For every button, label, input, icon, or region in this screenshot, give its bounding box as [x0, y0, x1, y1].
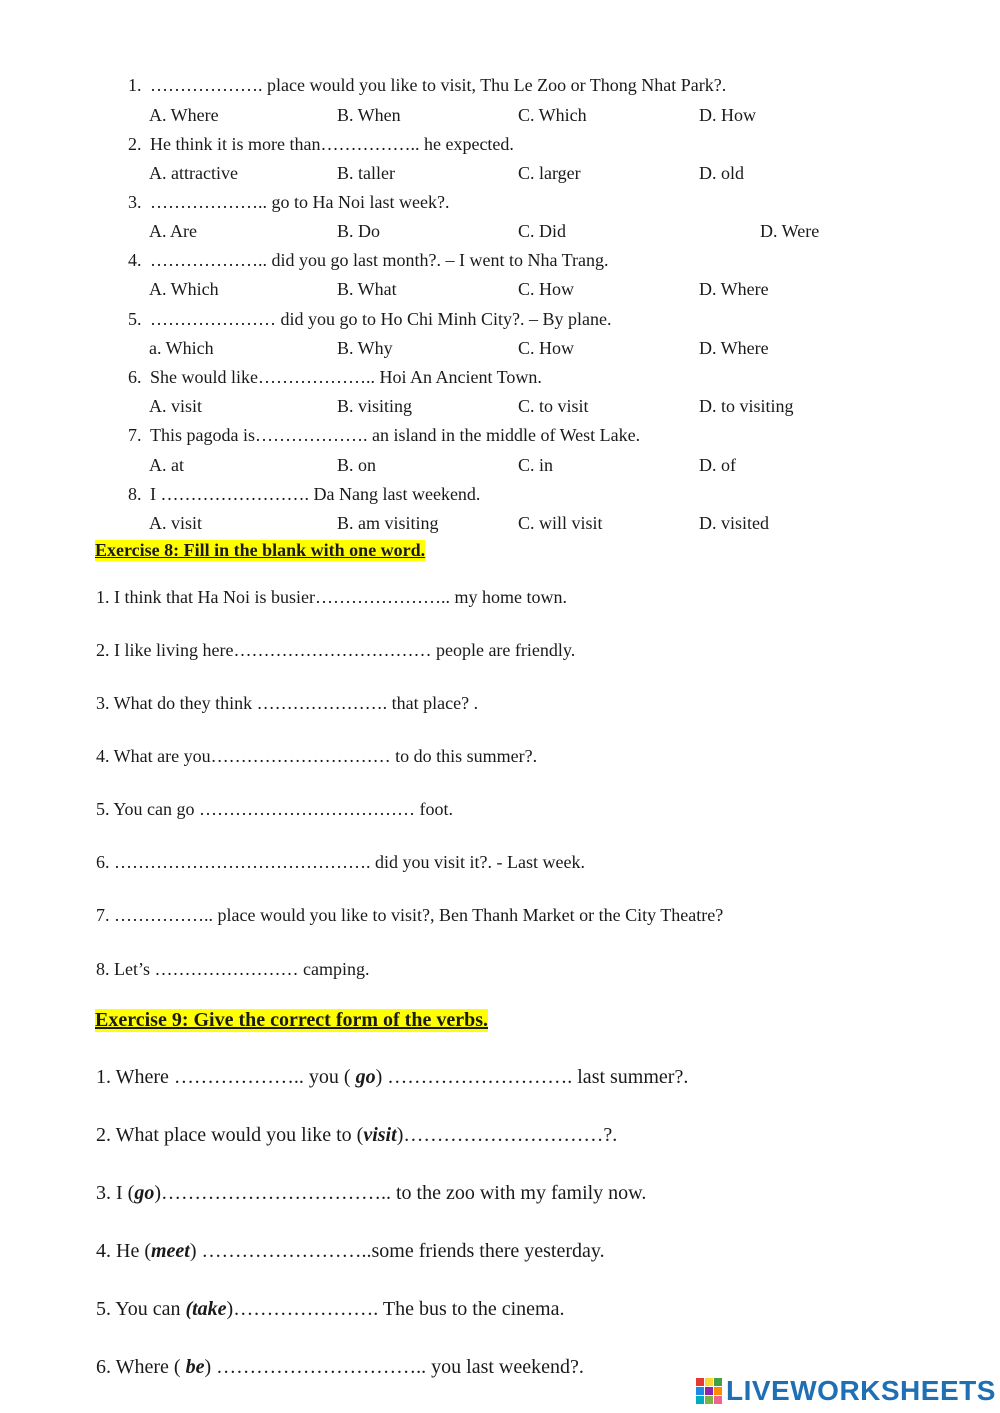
mc-option[interactable]: B. visiting [337, 396, 413, 416]
exercise-9-item [96, 1240, 605, 1263]
mc-option[interactable]: A. attractive [149, 163, 238, 183]
item-text-before: 1. Where ……………….. you ( [96, 1066, 356, 1088]
mc-option[interactable]: D. of [699, 455, 736, 475]
logo-cell [714, 1387, 722, 1395]
item-text-before: 3. I ( [96, 1182, 135, 1204]
item-text-after: ) ………………………. last summer?. [375, 1066, 689, 1088]
exercise-8-item: 1. I think that Ha Noi is busier………………….. my home town. [96, 587, 567, 607]
exercise-8-item: 4. What are you………………………… to do this summer?. [96, 746, 538, 766]
item-text-after: )…………………………….. to the zoo with my family now. [154, 1182, 647, 1204]
mc-option[interactable]: D. to visiting [699, 396, 794, 416]
item-text-before: 6. Where ( [96, 1356, 186, 1378]
mc-option[interactable]: D. How [699, 105, 756, 125]
mc-option[interactable]: A. visit [149, 396, 203, 416]
mc-option[interactable]: B. What [337, 279, 397, 299]
mc-question-number: 1. [128, 75, 142, 95]
logo-cell [696, 1396, 704, 1404]
logo-text: LIVEWORKSHEETS [726, 1375, 996, 1406]
logo-cell [714, 1378, 722, 1386]
verb-hint: visit [363, 1124, 397, 1146]
mc-question-number: 5. [128, 309, 142, 329]
logo-cell [714, 1396, 722, 1404]
mc-option[interactable]: D. Were [760, 221, 820, 241]
mc-question-text: He think it is more than…………….. he expected. [150, 134, 514, 154]
mc-option[interactable]: C. Which [518, 105, 587, 125]
mc-option[interactable]: B. taller [337, 163, 395, 183]
mc-question-text: ……………….. go to Ha Noi last week?. [150, 192, 450, 212]
logo-cell [696, 1378, 704, 1386]
item-text-before: 5. You can [96, 1298, 186, 1320]
item-text-after: ) ……………………..some friends there yesterday. [189, 1240, 605, 1262]
logo-cell [705, 1378, 713, 1386]
mc-question-text: ………………. place would you like to visit, Thu Le Zoo or Thong Nhat Park?. [150, 75, 727, 95]
item-text-after: )…………………. The bus to the cinema. [226, 1298, 565, 1320]
mc-question-text: She would like……………….. Hoi An Ancient Town. [150, 367, 542, 387]
exercise-9-item [96, 1182, 646, 1205]
mc-option[interactable]: D. Where [699, 338, 769, 358]
mc-option[interactable]: A. visit [149, 513, 203, 533]
verb-hint: be [185, 1356, 205, 1378]
verb-hint: go [355, 1066, 376, 1088]
mc-option[interactable]: B. Why [337, 338, 393, 358]
exercise-8-heading: Exercise 8: Fill in the blank with one word. [95, 540, 426, 560]
mc-option[interactable]: B. When [337, 105, 401, 125]
mc-question-number: 7. [128, 425, 142, 445]
exercise-9-item [96, 1356, 584, 1379]
item-text-after: ) ………………………….. you last weekend?. [204, 1356, 584, 1378]
verb-hint: meet [150, 1240, 190, 1262]
mc-question-number: 4. [128, 250, 142, 270]
exercise-8-item: 8. Let’s …………………… camping. [96, 959, 370, 979]
mc-option[interactable]: C. will visit [518, 513, 603, 533]
mc-question-text: This pagoda is………………. an island in the middle of West Lake. [150, 425, 641, 445]
mc-option[interactable]: B. Do [337, 221, 381, 241]
mc-question-number: 3. [128, 192, 142, 212]
logo-cell [705, 1387, 713, 1395]
exercise-9-heading: Exercise 9: Give the correct form of the verbs. [95, 1009, 488, 1031]
mc-option[interactable]: C. How [518, 279, 575, 299]
mc-question-number: 2. [128, 134, 142, 154]
mc-option[interactable]: A. Which [149, 279, 219, 299]
mc-option[interactable]: B. am visiting [337, 513, 439, 533]
logo-cell [705, 1396, 713, 1404]
exercise-9-item [96, 1298, 564, 1321]
mc-option[interactable]: A. Are [149, 221, 197, 241]
logo-cell [696, 1387, 704, 1395]
mc-option[interactable]: D. Where [699, 279, 769, 299]
mc-question-number: 6. [128, 367, 142, 387]
exercise-8-item: 7. …………….. place would you like to visit?, Ben Thanh Market or the City Theatre? [96, 905, 724, 925]
mc-question-number: 8. [128, 484, 142, 504]
item-text-after: )…………………………?. [396, 1124, 618, 1146]
mc-option[interactable]: C. How [518, 338, 575, 358]
verb-hint: go [134, 1182, 155, 1204]
mc-option[interactable]: C. to visit [518, 396, 589, 416]
exercise-8-item: 2. I like living here…………………………… people are friendly. [96, 640, 576, 660]
liveworksheets-watermark [696, 1375, 996, 1407]
mc-option[interactable]: D. old [699, 163, 744, 183]
exercise-8-item: 5. You can go ……………………………… foot. [96, 799, 454, 819]
mc-option[interactable]: A. Where [149, 105, 219, 125]
mc-question-text: ……………….. did you go last month?. – I went to Nha Trang. [150, 250, 609, 270]
verb-hint: (take [185, 1298, 227, 1320]
exercise-8-item: 3. What do they think …………………. that place? . [96, 693, 479, 713]
mc-option[interactable]: D. visited [699, 513, 769, 533]
item-text-before: 2. What place would you like to ( [96, 1124, 364, 1146]
mc-option[interactable]: B. on [337, 455, 377, 475]
liveworksheets-logo-icon [696, 1378, 722, 1404]
exercise-9-item [96, 1066, 688, 1089]
exercise-9-item [96, 1124, 617, 1147]
mc-question-text: ………………… did you go to Ho Chi Minh City?. – By plane. [150, 309, 612, 329]
mc-option[interactable]: C. in [518, 455, 554, 475]
item-text-before: 4. He ( [96, 1240, 151, 1262]
mc-option[interactable]: C. Did [518, 221, 567, 241]
mc-question-text: I ……………………. Da Nang last weekend. [150, 484, 481, 504]
exercise-8-item: 6. ……………………………………. did you visit it?. - Last week. [96, 852, 585, 872]
mc-option[interactable]: C. larger [518, 163, 581, 183]
mc-option[interactable]: a. Which [149, 338, 214, 358]
mc-option[interactable]: A. at [149, 455, 184, 475]
